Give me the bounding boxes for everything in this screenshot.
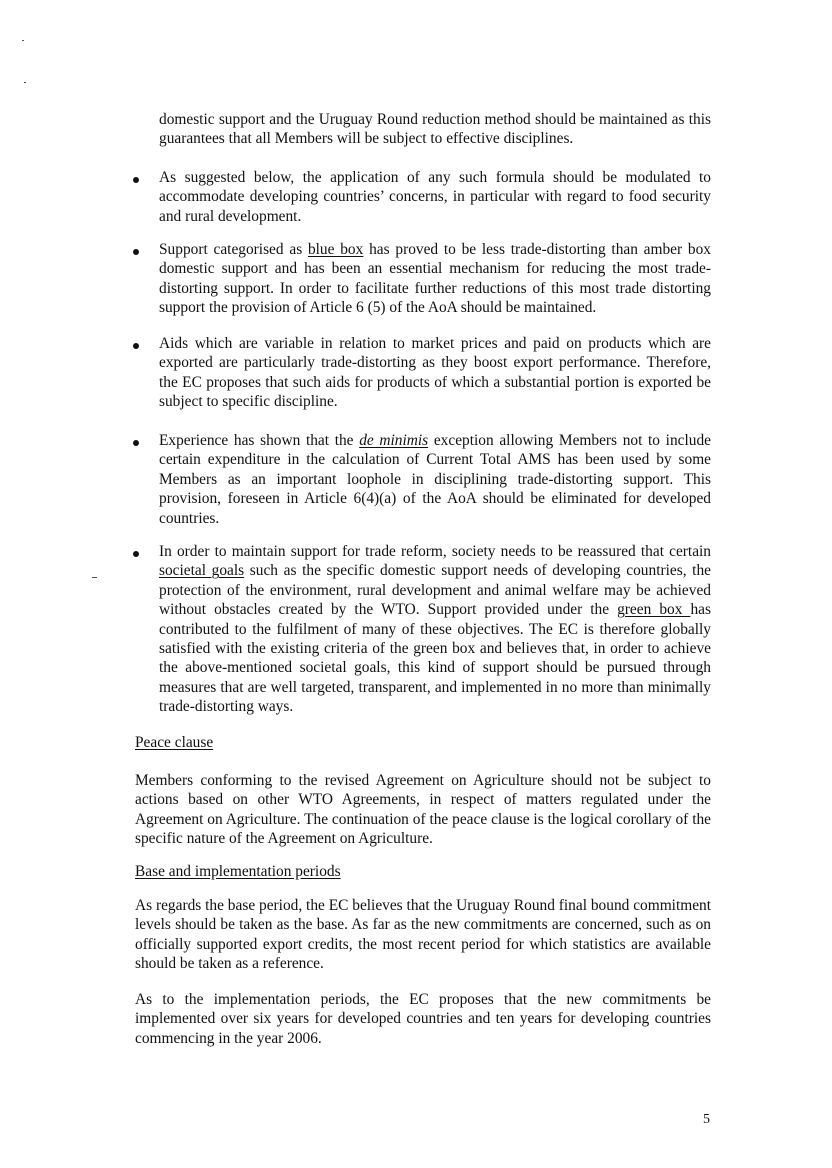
bullet-icon — [133, 440, 139, 446]
bullet-icon — [133, 249, 139, 255]
bullet-item — [159, 542, 711, 717]
bullet-text: Support categorised as — [159, 241, 308, 258]
bullet-text: In order to maintain support for trade reform, society needs to be reassured that certain — [159, 543, 711, 560]
scan-speck — [92, 577, 97, 578]
green-box-term: green box — [617, 601, 691, 619]
bullet-item — [159, 334, 711, 412]
blue-box-term: blue box — [307, 241, 364, 258]
bullet-item — [159, 431, 711, 528]
bullet-text: has contributed to the fulfilment of many of these objectives. The EC is therefore globally satisfied with the existing criteria of the green box and believes that, in order to achieve the above-mentioned societal goals, this kind of support should be pursued through measures that are well targeted, transparent, and implemented in no more than minimally trade-distorting ways. — [159, 601, 711, 716]
bullet-text: Aids which are variable in relation to market prices and paid on products which are exported are particularly trade-distorting as they boost export performance. Therefore, the EC proposes that such aids for products of which a substantial portion is exported be subject to specific discipline. — [159, 335, 711, 411]
de-minimis-term: de minimis — [359, 432, 429, 449]
implementation-period-paragraph: As to the implementation periods, the EC proposes that the new commitments be implemented over six years for developed countries and ten years for developing countries commencing in the year 2006. — [135, 991, 711, 1047]
bullet-icon — [133, 177, 139, 183]
peace-clause-heading: Peace clause — [135, 734, 214, 751]
bullet-item — [159, 240, 711, 318]
continuation-paragraph: domestic support and the Uruguay Round reduction method should be maintained as this guarantees that all Members will be subject to effective disciplines. — [159, 111, 711, 148]
bullet-text: such as the specific domestic support needs of developing countries, the protection of the environment, rural development and animal welfare may be achieved without obstacles created by the WTO. Support provided under the — [159, 562, 711, 619]
peace-clause-paragraph: Members conforming to the revised Agreement on Agriculture should not be subject to actions based on other WTO Agreements, in respect of matters regulated under the Agreement on Agriculture. The continuation of the peace clause is the logical corollary of the specific nature of the Agreement on Agriculture. — [135, 772, 711, 848]
bullet-icon — [133, 551, 139, 557]
bullet-icon — [133, 343, 139, 349]
societal-goals-term: societal goals — [159, 562, 245, 580]
bullet-text: exception allowing Members not to include certain expenditure in the calculation of Current Total AMS has been used by some Members as an important loophole in disciplining trade-distorting support. This provision, foreseen in Article 6(4)(a) of the AoA should be eliminated for developed countries. — [159, 432, 711, 527]
scan-speck — [24, 82, 26, 83]
base-period-paragraph: As regards the base period, the EC believes that the Uruguay Round final bound commitment levels should be taken as the base. As far as the new commitments are concerned, such as on officially supported export credits, the most recent period for which statistics are available should be taken as a reference. — [135, 897, 711, 973]
bullet-text: As suggested below, the application of any such formula should be modulated to accommodate developing countries’ concerns, in particular with regard to food security and rural development. — [159, 169, 711, 225]
scan-speck — [22, 40, 24, 41]
base-periods-heading: Base and implementation periods — [135, 863, 341, 880]
bullet-text: has proved to be less trade-distorting than amber box domestic support and has been an essential mechanism for reducing the most trade-distorting support. In order to facilitate further reductions of this most trade distorting support the provision of Article 6 (5) of the AoA should be maintained. — [159, 241, 711, 317]
page-number: 5 — [703, 1112, 710, 1127]
bullet-item — [159, 168, 711, 226]
bullet-text: Experience has shown that the — [159, 432, 360, 449]
